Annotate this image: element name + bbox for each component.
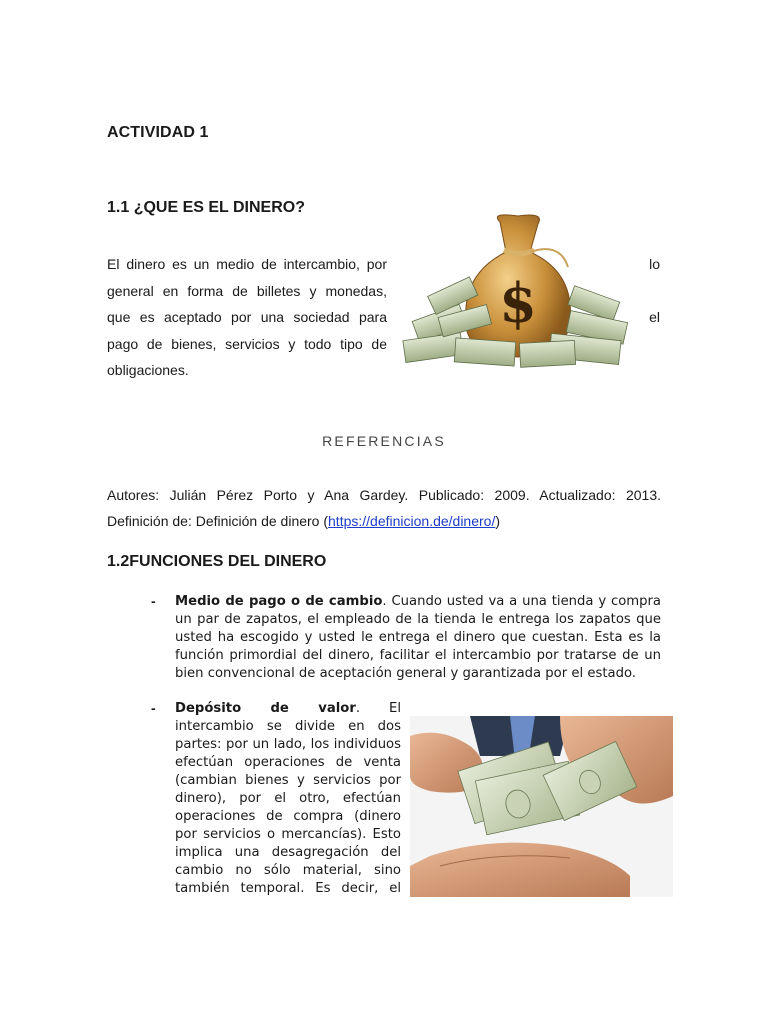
authors-line: Autores: Julián Pérez Porto y Ana Gardey. Publicado: 2009. Actualizado: 2013. <box>107 487 661 503</box>
bullet-line-text: . El <box>355 701 401 716</box>
line-left: que es aceptado por una sociedad para <box>107 309 387 325</box>
bullet-line: efectúan operaciones de venta <box>175 755 401 770</box>
bullet-line: dinero), por el otro, efectúan <box>175 791 401 806</box>
bullet-marker: - <box>151 593 156 609</box>
money-bag-image <box>400 212 636 377</box>
svg-text:$: $ <box>499 271 537 335</box>
definition-suffix: ) <box>495 513 501 529</box>
definition-prefix: Definición de: Definición de dinero ( <box>107 513 329 529</box>
bullet-line: usted ha escogido y usted le entrega el dinero que cuestan. Esta es la <box>175 630 661 645</box>
page-title: ACTIVIDAD 1 <box>107 124 209 141</box>
bullet-marker: - <box>151 700 156 716</box>
definition-line <box>107 508 661 534</box>
bullet-line: bien convencional de aceptación general y garantizada por el estado. <box>175 666 636 681</box>
line-left: general en forma de billetes y monedas, <box>107 282 387 299</box>
bullet-line: intercambio se divide en dos <box>175 719 401 734</box>
line-left: El dinero es un medio de intercambio, por <box>107 256 387 272</box>
bullet-term: Depósito de valor <box>175 701 356 716</box>
bullet-line: implica una desagregación del <box>175 845 401 860</box>
bullet-line: cambio no sólo material, sino <box>175 863 401 878</box>
bullet-medio-de-pago <box>175 593 661 683</box>
bullet-line: partes: por un lado, los individuos <box>175 737 401 752</box>
bullet-line-text: . Cuando usted va a una tienda y compra <box>382 594 662 609</box>
line-left: pago de bienes, servicios y todo tipo de <box>107 335 387 352</box>
bullet-line: un par de zapatos, el empleado de la tienda le entrega los zapatos que <box>175 612 661 627</box>
line-right: lo <box>649 256 660 272</box>
bullet-deposito-de-valor <box>175 700 401 898</box>
line-right: el <box>649 309 660 325</box>
references-citation <box>107 482 661 534</box>
bullet-line: (cambian bienes y servicios por <box>175 773 401 788</box>
bullet-term: Medio de pago o de cambio <box>175 594 383 609</box>
bullet-line <box>175 700 401 718</box>
bullet-line: operaciones de compra (dinero <box>175 809 401 824</box>
line-left: obligaciones. <box>107 362 189 378</box>
dinero-link[interactable]: https://definicion.de/dinero/ <box>328 513 496 529</box>
references-heading: REFERENCIAS <box>322 433 446 449</box>
bullet-line: función primordial del dinero, facilitar el intercambio por tratarse de un <box>175 648 661 663</box>
money-exchange-photo <box>410 716 673 897</box>
section-heading-1-1: 1.1 ¿QUE ES EL DINERO? <box>107 199 305 216</box>
bullet-line <box>175 593 661 611</box>
section-heading-1-2: 1.2FUNCIONES DEL DINERO <box>107 553 327 570</box>
bullet-line: por servicios o mercancías). Esto <box>175 827 401 842</box>
bullet-line: también temporal. Es decir, el <box>175 881 401 896</box>
